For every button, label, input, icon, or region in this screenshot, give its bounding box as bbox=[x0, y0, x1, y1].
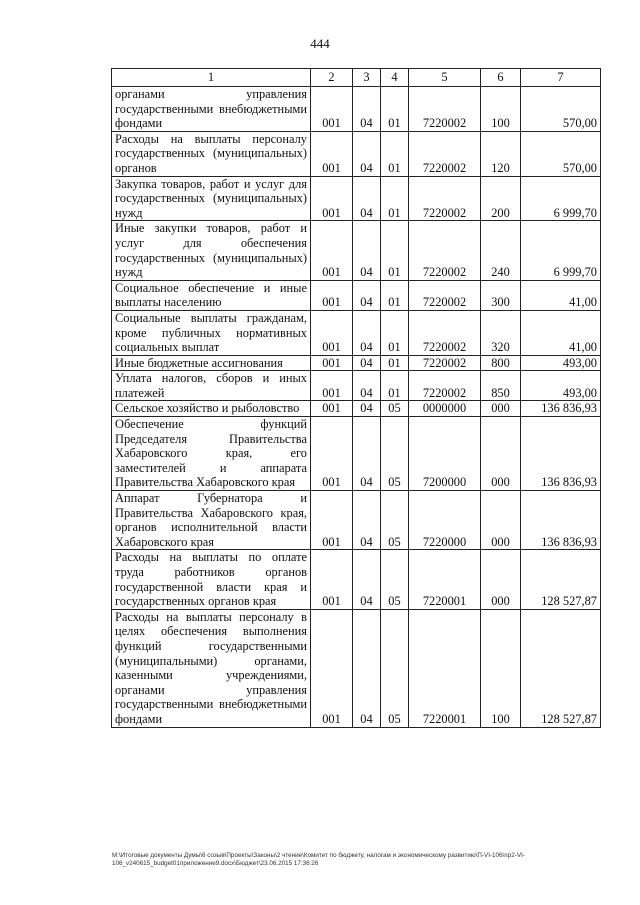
table-row bbox=[112, 550, 601, 609]
row-value-cell-c6: 000 bbox=[481, 491, 521, 550]
row-value-cell-c2: 001 bbox=[311, 417, 353, 491]
row-value-cell-c5: 7220002 bbox=[409, 371, 481, 401]
row-value-cell-c3: 04 bbox=[353, 371, 381, 401]
table-row bbox=[112, 417, 601, 491]
row-name-cell: Закупка товаров, работ и услуг для государственных (муниципальных) нужд bbox=[112, 176, 311, 221]
row-value-cell-c3: 04 bbox=[353, 491, 381, 550]
row-value-cell-c7: 128 527,87 bbox=[521, 550, 601, 609]
row-value-cell-c3: 04 bbox=[353, 550, 381, 609]
row-value-cell-c7: 136 836,93 bbox=[521, 491, 601, 550]
row-value-cell-c3: 04 bbox=[353, 87, 381, 132]
row-value-cell-c3: 04 bbox=[353, 417, 381, 491]
row-value-cell-c4: 05 bbox=[381, 609, 409, 727]
row-value-cell-c3: 04 bbox=[353, 131, 381, 176]
table-row bbox=[112, 176, 601, 221]
row-value-cell-c3: 04 bbox=[353, 310, 381, 355]
row-value-cell-c4: 05 bbox=[381, 417, 409, 491]
row-name-cell: Расходы на выплаты персоналу в целях обеспечения выполнения функций государственными (муниципальными) органами, казенными учреждениями, органами управления государственными внебюджетными фондами bbox=[112, 609, 311, 727]
row-value-cell-c5: 7220002 bbox=[409, 280, 481, 310]
row-value-cell-c4: 01 bbox=[381, 280, 409, 310]
row-value-cell-c2: 001 bbox=[311, 280, 353, 310]
row-value-cell-c7: 6 999,70 bbox=[521, 176, 601, 221]
row-name-cell: Аппарат Губернатора и Правительства Хабаровского края, органов исполнительной власти Хабаровского края bbox=[112, 491, 311, 550]
column-header-6: 6 bbox=[481, 69, 521, 87]
row-value-cell-c6: 100 bbox=[481, 87, 521, 132]
row-value-cell-c5: 0000000 bbox=[409, 401, 481, 417]
column-header-7: 7 bbox=[521, 69, 601, 87]
row-value-cell-c6: 100 bbox=[481, 609, 521, 727]
row-name-cell: Расходы на выплаты персоналу государственных (муниципальных) органов bbox=[112, 131, 311, 176]
row-value-cell-c2: 001 bbox=[311, 87, 353, 132]
row-value-cell-c2: 001 bbox=[311, 131, 353, 176]
column-header-4: 4 bbox=[381, 69, 409, 87]
row-value-cell-c5: 7220002 bbox=[409, 87, 481, 132]
row-value-cell-c6: 300 bbox=[481, 280, 521, 310]
row-value-cell-c3: 04 bbox=[353, 401, 381, 417]
table-row bbox=[112, 87, 601, 132]
row-value-cell-c3: 04 bbox=[353, 280, 381, 310]
row-value-cell-c2: 001 bbox=[311, 401, 353, 417]
page-number: 444 bbox=[310, 36, 330, 51]
row-value-cell-c2: 001 bbox=[311, 609, 353, 727]
row-name-cell: Обеспечение функций Председателя Правительства Хабаровского края, его заместителей и аппарата Правительства Хабаровского края bbox=[112, 417, 311, 491]
row-value-cell-c7: 136 836,93 bbox=[521, 401, 601, 417]
row-value-cell-c7: 41,00 bbox=[521, 280, 601, 310]
row-value-cell-c7: 493,00 bbox=[521, 355, 601, 371]
row-value-cell-c5: 7220002 bbox=[409, 310, 481, 355]
row-value-cell-c5: 7220002 bbox=[409, 176, 481, 221]
row-value-cell-c6: 000 bbox=[481, 401, 521, 417]
header-row bbox=[112, 69, 601, 87]
row-value-cell-c2: 001 bbox=[311, 176, 353, 221]
row-value-cell-c7: 6 999,70 bbox=[521, 221, 601, 280]
table-row bbox=[112, 609, 601, 727]
row-value-cell-c6: 850 bbox=[481, 371, 521, 401]
row-value-cell-c4: 05 bbox=[381, 550, 409, 609]
row-name-cell: органами управления государственными внебюджетными фондами bbox=[112, 87, 311, 132]
row-value-cell-c4: 05 bbox=[381, 401, 409, 417]
row-value-cell-c4: 01 bbox=[381, 87, 409, 132]
row-value-cell-c7: 41,00 bbox=[521, 310, 601, 355]
table-row bbox=[112, 221, 601, 280]
row-value-cell-c2: 001 bbox=[311, 355, 353, 371]
row-value-cell-c7: 128 527,87 bbox=[521, 609, 601, 727]
row-value-cell-c6: 320 bbox=[481, 310, 521, 355]
table-row bbox=[112, 131, 601, 176]
row-value-cell-c5: 7220002 bbox=[409, 355, 481, 371]
row-value-cell-c6: 240 bbox=[481, 221, 521, 280]
row-value-cell-c4: 01 bbox=[381, 310, 409, 355]
table-row bbox=[112, 401, 601, 417]
row-name-cell: Иные бюджетные ассигнования bbox=[112, 355, 311, 371]
row-value-cell-c5: 7220002 bbox=[409, 221, 481, 280]
row-value-cell-c6: 800 bbox=[481, 355, 521, 371]
row-value-cell-c7: 570,00 bbox=[521, 131, 601, 176]
row-name-cell: Социальные выплаты гражданам, кроме публичных нормативных социальных выплат bbox=[112, 310, 311, 355]
row-value-cell-c2: 001 bbox=[311, 221, 353, 280]
column-header-5: 5 bbox=[409, 69, 481, 87]
row-value-cell-c3: 04 bbox=[353, 355, 381, 371]
footer-line-2: 106_v240615_budget01приложение9.docx\Бюджет\23.06.2015 17:36:26 bbox=[112, 860, 319, 867]
row-value-cell-c5: 7220001 bbox=[409, 550, 481, 609]
row-value-cell-c4: 01 bbox=[381, 371, 409, 401]
row-name-cell: Социальное обеспечение и иные выплаты населению bbox=[112, 280, 311, 310]
row-value-cell-c4: 01 bbox=[381, 176, 409, 221]
row-value-cell-c5: 7220002 bbox=[409, 131, 481, 176]
column-header-2: 2 bbox=[311, 69, 353, 87]
row-value-cell-c4: 05 bbox=[381, 491, 409, 550]
table-row bbox=[112, 355, 601, 371]
row-value-cell-c4: 01 bbox=[381, 221, 409, 280]
row-value-cell-c4: 01 bbox=[381, 355, 409, 371]
row-value-cell-c6: 000 bbox=[481, 417, 521, 491]
row-name-cell: Сельское хозяйство и рыболовство bbox=[112, 401, 311, 417]
row-value-cell-c2: 001 bbox=[311, 310, 353, 355]
row-value-cell-c2: 001 bbox=[311, 550, 353, 609]
row-value-cell-c7: 493,00 bbox=[521, 371, 601, 401]
row-value-cell-c3: 04 bbox=[353, 609, 381, 727]
row-value-cell-c2: 001 bbox=[311, 491, 353, 550]
row-value-cell-c5: 7220001 bbox=[409, 609, 481, 727]
row-name-cell: Иные закупки товаров, работ и услуг для обеспечения государственных (муниципальных) нужд bbox=[112, 221, 311, 280]
footer-line-1: М:\Итоговые документы Думы\6 созыв\Проекты\Законы\2 чтение\Комитет по бюджету, налогам и экономическому развитию\П-VI-106\пр2-VI- bbox=[112, 852, 525, 859]
table-row bbox=[112, 280, 601, 310]
row-value-cell-c7: 136 836,93 bbox=[521, 417, 601, 491]
row-value-cell-c6: 000 bbox=[481, 550, 521, 609]
row-value-cell-c5: 7200000 bbox=[409, 417, 481, 491]
column-header-3: 3 bbox=[353, 69, 381, 87]
row-name-cell: Расходы на выплаты по оплате труда работников органов государственной власти края и государственных органов края bbox=[112, 550, 311, 609]
row-value-cell-c3: 04 bbox=[353, 221, 381, 280]
row-value-cell-c7: 570,00 bbox=[521, 87, 601, 132]
table-row bbox=[112, 491, 601, 550]
row-value-cell-c4: 01 bbox=[381, 131, 409, 176]
table-row bbox=[112, 371, 601, 401]
row-value-cell-c6: 200 bbox=[481, 176, 521, 221]
row-value-cell-c2: 001 bbox=[311, 371, 353, 401]
row-value-cell-c6: 120 bbox=[481, 131, 521, 176]
budget-table bbox=[111, 68, 601, 728]
row-value-cell-c5: 7220000 bbox=[409, 491, 481, 550]
row-value-cell-c3: 04 bbox=[353, 176, 381, 221]
column-header-1: 1 bbox=[112, 69, 311, 87]
row-name-cell: Уплата налогов, сборов и иных платежей bbox=[112, 371, 311, 401]
table-row bbox=[112, 310, 601, 355]
file-path-footer bbox=[112, 852, 607, 868]
